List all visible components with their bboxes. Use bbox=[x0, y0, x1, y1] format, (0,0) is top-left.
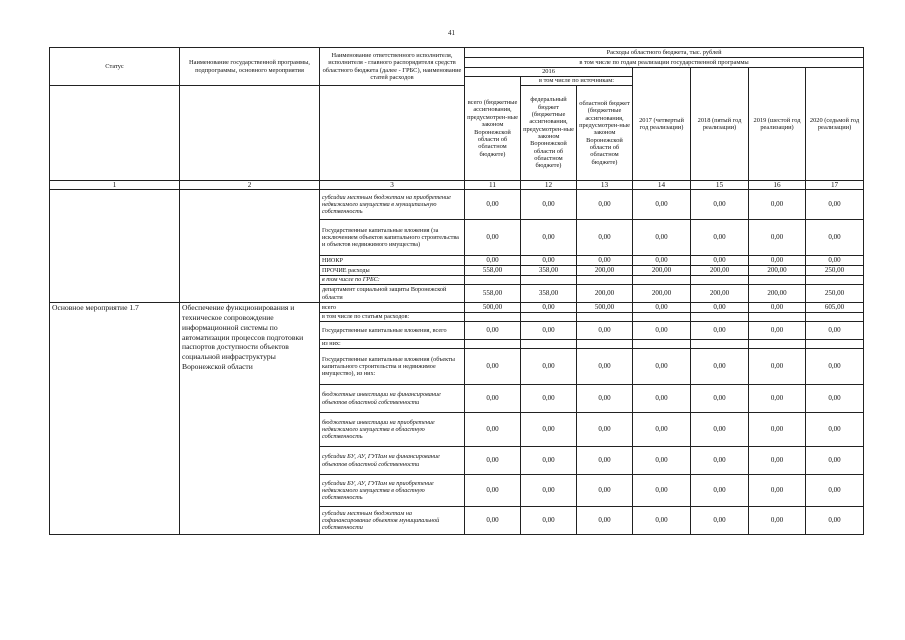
column-number: 16 bbox=[749, 181, 806, 190]
empty-cell bbox=[633, 340, 691, 349]
value-cell: 0,00 bbox=[577, 447, 633, 475]
value-cell: 250,00 bbox=[806, 285, 864, 303]
value-cell: 200,00 bbox=[633, 285, 691, 303]
column-number: 17 bbox=[806, 181, 864, 190]
value-cell: 0,00 bbox=[465, 447, 521, 475]
column-number: 15 bbox=[691, 181, 749, 190]
value-cell: 0,00 bbox=[521, 220, 577, 256]
expense-item-label: в том числе по статьям расходов: bbox=[320, 313, 465, 322]
header-2017: 2017 (четвертый год реализации) bbox=[633, 68, 691, 181]
value-cell: 200,00 bbox=[749, 266, 806, 276]
value-cell: 0,00 bbox=[577, 385, 633, 413]
column-number: 11 bbox=[465, 181, 521, 190]
value-cell: 0,00 bbox=[521, 303, 577, 313]
value-cell: 0,00 bbox=[521, 447, 577, 475]
empty-cell bbox=[633, 313, 691, 322]
header-federal: федеральный бюджет (бюджетные ассигнования, предусмотрен-ные законом Воронежской области об областном бюджете) bbox=[521, 86, 577, 181]
empty-cell bbox=[521, 276, 577, 285]
value-cell: 0,00 bbox=[577, 190, 633, 220]
status-cell: Основное мероприятие 1.7 bbox=[50, 303, 180, 535]
value-cell: 558,00 bbox=[465, 285, 521, 303]
value-cell: 0,00 bbox=[521, 256, 577, 266]
value-cell: 0,00 bbox=[749, 190, 806, 220]
value-cell: 0,00 bbox=[465, 385, 521, 413]
value-cell: 0,00 bbox=[465, 256, 521, 266]
value-cell: 0,00 bbox=[521, 349, 577, 385]
value-cell: 0,00 bbox=[749, 322, 806, 340]
expense-item-label: бюджетные инвестиции на приобретение недвижимого имущества в областную собственность bbox=[320, 413, 465, 447]
program-name-cell bbox=[180, 190, 320, 303]
value-cell: 0,00 bbox=[806, 256, 864, 266]
column-number: 14 bbox=[633, 181, 691, 190]
value-cell: 0,00 bbox=[749, 507, 806, 535]
value-cell: 0,00 bbox=[749, 303, 806, 313]
empty-cell bbox=[691, 276, 749, 285]
value-cell: 0,00 bbox=[806, 413, 864, 447]
value-cell: 0,00 bbox=[633, 413, 691, 447]
header-2018: 2018 (пятый год реализации) bbox=[691, 68, 749, 181]
table-row bbox=[50, 303, 864, 313]
expense-item-label: в том числе по ГРБС: bbox=[320, 276, 465, 285]
value-cell: 0,00 bbox=[749, 349, 806, 385]
empty-cell bbox=[577, 276, 633, 285]
expense-item-label: бюджетные инвестиции на финансирование объектов областной собственности bbox=[320, 385, 465, 413]
value-cell: 0,00 bbox=[465, 322, 521, 340]
expense-item-label: субсидии местным бюджетам на софинансирование объектов муниципальной собственности bbox=[320, 507, 465, 535]
column-number: 1 bbox=[50, 181, 180, 190]
value-cell: 0,00 bbox=[806, 220, 864, 256]
empty-cell bbox=[577, 313, 633, 322]
expense-item-label: из них: bbox=[320, 340, 465, 349]
header-by-years: в том числе по годам реализации государственной программы bbox=[465, 58, 864, 68]
empty-cell bbox=[749, 340, 806, 349]
value-cell: 200,00 bbox=[577, 285, 633, 303]
value-cell: 0,00 bbox=[521, 413, 577, 447]
value-cell: 0,00 bbox=[691, 475, 749, 507]
value-cell: 558,00 bbox=[465, 266, 521, 276]
value-cell: 0,00 bbox=[749, 256, 806, 266]
status-cell bbox=[50, 190, 180, 303]
table-row bbox=[50, 190, 864, 220]
value-cell: 0,00 bbox=[691, 507, 749, 535]
value-cell: 500,00 bbox=[465, 303, 521, 313]
header-regional: областной бюджет (бюджетные ассигнования, предусмотрен-ные законом Воронежской области об областном бюджете) bbox=[577, 86, 633, 181]
empty-cell bbox=[749, 313, 806, 322]
value-cell: 0,00 bbox=[691, 447, 749, 475]
value-cell: 0,00 bbox=[633, 507, 691, 535]
value-cell: 0,00 bbox=[465, 190, 521, 220]
value-cell: 0,00 bbox=[749, 447, 806, 475]
value-cell: 0,00 bbox=[749, 475, 806, 507]
header-executor: Наименование ответственного исполнителя, исполнителя - главного распорядителя средств областного бюджета (далее - ГРБС), наименование статей расходов bbox=[320, 48, 465, 86]
expense-item-label: субсидии местным бюджетам на приобретение недвижимого имущества в муниципальную собственность bbox=[320, 190, 465, 220]
expense-item-label: ПРОЧИЕ расходы bbox=[320, 266, 465, 276]
block-2 bbox=[50, 303, 864, 535]
value-cell: 0,00 bbox=[465, 220, 521, 256]
empty-cell bbox=[521, 313, 577, 322]
empty-cell bbox=[633, 276, 691, 285]
value-cell: 605,00 bbox=[806, 303, 864, 313]
value-cell: 0,00 bbox=[465, 475, 521, 507]
value-cell: 0,00 bbox=[577, 220, 633, 256]
value-cell: 200,00 bbox=[749, 285, 806, 303]
value-cell: 358,00 bbox=[521, 285, 577, 303]
column-number: 12 bbox=[521, 181, 577, 190]
empty-cell bbox=[465, 313, 521, 322]
value-cell: 0,00 bbox=[691, 303, 749, 313]
value-cell: 0,00 bbox=[633, 303, 691, 313]
value-cell: 0,00 bbox=[633, 447, 691, 475]
column-number: 2 bbox=[180, 181, 320, 190]
expense-item-label: Государственные капитальные вложения, всего bbox=[320, 322, 465, 340]
empty-cell bbox=[465, 276, 521, 285]
value-cell: 0,00 bbox=[691, 322, 749, 340]
value-cell: 0,00 bbox=[521, 190, 577, 220]
empty-cell bbox=[577, 340, 633, 349]
value-cell: 0,00 bbox=[633, 385, 691, 413]
value-cell: 0,00 bbox=[633, 475, 691, 507]
empty-cell bbox=[749, 276, 806, 285]
value-cell: 0,00 bbox=[691, 256, 749, 266]
header-expenses-title: Расходы областного бюджета, тыс. рублей bbox=[465, 48, 864, 58]
value-cell: 0,00 bbox=[577, 322, 633, 340]
header-2020: 2020 (седьмой год реализации) bbox=[806, 68, 864, 181]
value-cell: 0,00 bbox=[577, 475, 633, 507]
value-cell: 200,00 bbox=[633, 266, 691, 276]
value-cell: 0,00 bbox=[577, 256, 633, 266]
value-cell: 0,00 bbox=[521, 322, 577, 340]
empty-cell bbox=[806, 340, 864, 349]
expense-item-label: всего bbox=[320, 303, 465, 313]
expense-item-label: субсидии БУ, АУ, ГУПам на приобретение недвижимого имущества в областную собственность bbox=[320, 475, 465, 507]
empty-cell bbox=[691, 313, 749, 322]
value-cell: 0,00 bbox=[806, 349, 864, 385]
value-cell: 0,00 bbox=[577, 349, 633, 385]
value-cell: 0,00 bbox=[465, 413, 521, 447]
value-cell: 0,00 bbox=[577, 507, 633, 535]
header-program-name: Наименование государственной программы, подпрограммы, основного мероприятия bbox=[180, 48, 320, 86]
value-cell: 500,00 bbox=[577, 303, 633, 313]
header-year-2016: 2016 bbox=[465, 68, 633, 77]
value-cell: 0,00 bbox=[465, 507, 521, 535]
empty-cell bbox=[806, 313, 864, 322]
column-number: 3 bbox=[320, 181, 465, 190]
value-cell: 0,00 bbox=[806, 322, 864, 340]
value-cell: 0,00 bbox=[633, 322, 691, 340]
header-by-sources: в том числе по источникам: bbox=[521, 77, 633, 86]
value-cell: 0,00 bbox=[633, 256, 691, 266]
value-cell: 0,00 bbox=[521, 507, 577, 535]
value-cell: 0,00 bbox=[749, 220, 806, 256]
empty-cell bbox=[691, 340, 749, 349]
program-name-cell: Обеспечение функционирования и техническое сопровождение информационной системы по автоматизации процессов подготовки паспортов доступности объектов социальной инфраструктуры Воронежской области bbox=[180, 303, 320, 535]
value-cell: 0,00 bbox=[633, 349, 691, 385]
header-status: Статус bbox=[50, 48, 180, 86]
value-cell: 0,00 bbox=[691, 385, 749, 413]
budget-table bbox=[49, 47, 864, 535]
value-cell: 0,00 bbox=[749, 385, 806, 413]
value-cell: 358,00 bbox=[521, 266, 577, 276]
value-cell: 200,00 bbox=[691, 285, 749, 303]
value-cell: 0,00 bbox=[806, 385, 864, 413]
value-cell: 0,00 bbox=[521, 475, 577, 507]
value-cell: 0,00 bbox=[806, 507, 864, 535]
block-1 bbox=[50, 190, 864, 303]
value-cell: 0,00 bbox=[691, 413, 749, 447]
value-cell: 0,00 bbox=[806, 190, 864, 220]
value-cell: 0,00 bbox=[521, 385, 577, 413]
column-number: 13 bbox=[577, 181, 633, 190]
header-2019: 2019 (шестой год реализации) bbox=[749, 68, 806, 181]
value-cell: 0,00 bbox=[691, 349, 749, 385]
value-cell: 0,00 bbox=[577, 413, 633, 447]
value-cell: 250,00 bbox=[806, 266, 864, 276]
value-cell: 200,00 bbox=[577, 266, 633, 276]
expense-item-label: Государственные капитальные вложения (за исключением объектов капитального строительства и объектов недвижимого имущества) bbox=[320, 220, 465, 256]
value-cell: 0,00 bbox=[806, 447, 864, 475]
header-total-2016: всего (бюджетные ассигнования, предусмотрен-ные законом Воронежской области об областном бюджете) bbox=[465, 77, 521, 181]
value-cell: 0,00 bbox=[691, 190, 749, 220]
value-cell: 0,00 bbox=[691, 220, 749, 256]
column-numbers-row bbox=[50, 181, 864, 190]
value-cell: 0,00 bbox=[633, 220, 691, 256]
value-cell: 0,00 bbox=[749, 413, 806, 447]
empty-cell bbox=[521, 340, 577, 349]
expense-item-label: Государственные капитальные вложения (объекты капитального строительства и недвижимое имущество), из них: bbox=[320, 349, 465, 385]
value-cell: 0,00 bbox=[633, 190, 691, 220]
value-cell: 0,00 bbox=[465, 349, 521, 385]
page-number: 41 bbox=[448, 29, 455, 37]
expense-item-label: департамент социальной защиты Воронежской области bbox=[320, 285, 465, 303]
expense-item-label: НИОКР bbox=[320, 256, 465, 266]
value-cell: 200,00 bbox=[691, 266, 749, 276]
empty-cell bbox=[806, 276, 864, 285]
empty-cell bbox=[465, 340, 521, 349]
value-cell: 0,00 bbox=[806, 475, 864, 507]
expense-item-label: субсидии БУ, АУ, ГУПам на финансирование объектов областной собственности bbox=[320, 447, 465, 475]
